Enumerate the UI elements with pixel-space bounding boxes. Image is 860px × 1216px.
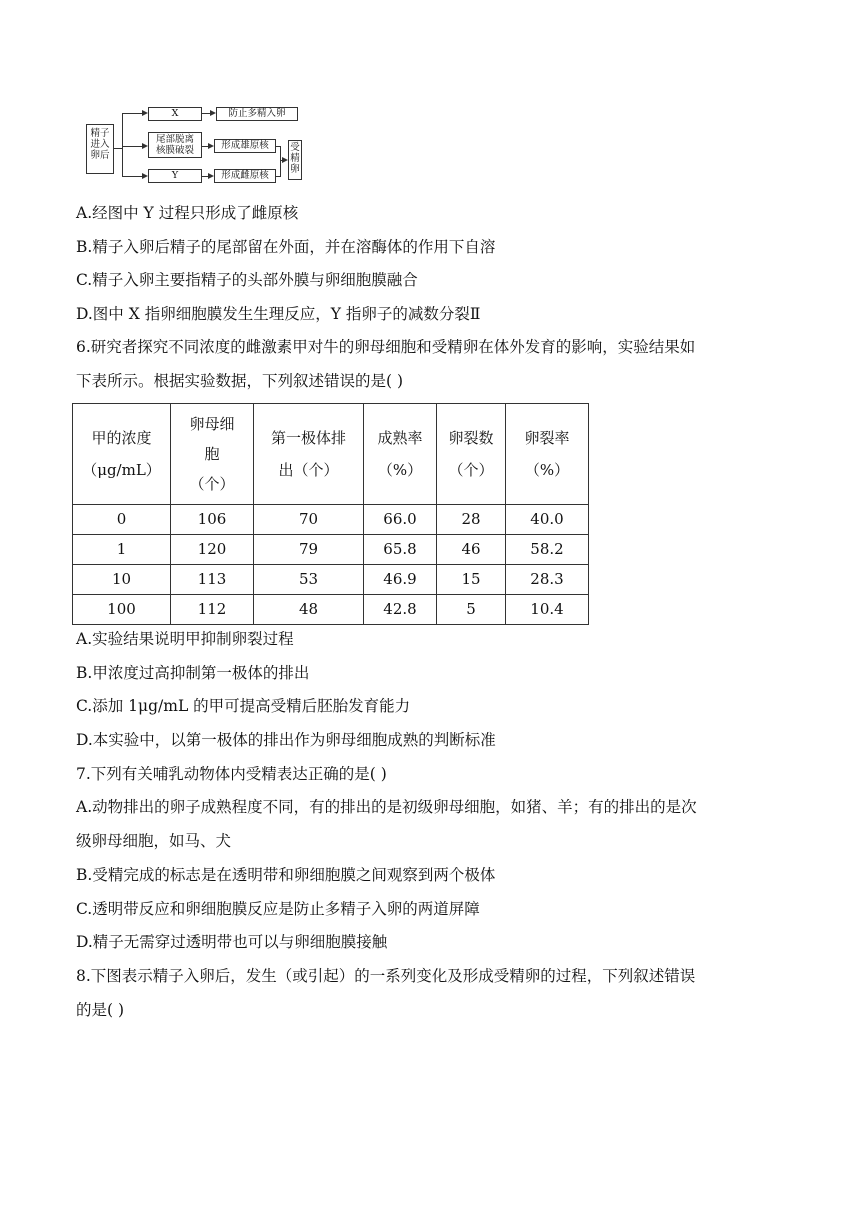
table-cell: 28	[437, 505, 506, 535]
x-process-box	[148, 107, 202, 121]
q7-option-b: B.受精完成的标志是在透明带和卵细胞膜之间观察到两个极体	[76, 866, 496, 884]
table-cell: 1	[73, 535, 171, 565]
x-result-label: 防止多精入卵	[228, 108, 286, 119]
y-result-label: 形成雌原核	[221, 170, 269, 181]
table-cell: 46.9	[364, 565, 437, 595]
y-result-box	[214, 169, 276, 183]
table-row	[73, 535, 589, 565]
table-row	[73, 595, 589, 625]
header-maturation-rate: 成熟率 （%）	[364, 404, 437, 505]
q7-stem: 7.下列有关哺乳动物体内受精表达正确的是( )	[76, 765, 387, 783]
q8-stem-line1: 8.下图表示精子入卵后，发生（或引起）的一系列变化及形成受精卵的过程，下列叙述错误	[76, 967, 696, 985]
data-table	[72, 403, 589, 625]
x-result-box	[216, 107, 298, 121]
mid-label: 尾部脱离核膜破裂	[155, 134, 194, 156]
table-cell: 0	[73, 505, 171, 535]
table-cell: 46	[437, 535, 506, 565]
table-cell: 58.2	[506, 535, 589, 565]
table-cell: 112	[171, 595, 254, 625]
q6-option-c: C.添加 1μg/mL 的甲可提高受精后胚胎发育能力	[76, 697, 411, 715]
table-cell: 15	[437, 565, 506, 595]
sperm-entry-box	[86, 124, 114, 174]
header-concentration: 甲的浓度 （μg/mL）	[73, 404, 171, 505]
table-cell: 79	[254, 535, 364, 565]
q5-option-b: B.精子入卵后精子的尾部留在外面，并在溶酶体的作用下自溶	[76, 238, 496, 256]
header-first-polar-body: 第一极体排 出（个）	[254, 404, 364, 505]
q6-option-a: A.实验结果说明甲抑制卵裂过程	[76, 630, 294, 648]
q6-option-d: D.本实验中，以第一极体的排出作为卵母细胞成熟的判断标准	[76, 731, 496, 749]
table-cell: 10.4	[506, 595, 589, 625]
table-header-row	[73, 404, 589, 505]
zygote-label: 受精卵	[290, 142, 300, 175]
header-oocytes: 卵母细 胞 （个）	[171, 404, 254, 505]
x-label: X	[171, 108, 179, 119]
q7-option-a-line1: A.动物排出的卵子成熟程度不同，有的排出的是初级卵母细胞，如猪、羊；有的排出的是次	[76, 798, 697, 816]
q7-option-a-line2: 级卵母细胞，如马、犬	[76, 832, 232, 850]
mid-process-box	[148, 132, 202, 158]
table-cell: 100	[73, 595, 171, 625]
q5-option-a: A.经图中 Y 过程只形成了雌原核	[76, 204, 299, 222]
header-cleavage-rate: 卵裂率 （%）	[506, 404, 589, 505]
table-cell: 70	[254, 505, 364, 535]
table-cell: 28.3	[506, 565, 589, 595]
table-cell: 66.0	[364, 505, 437, 535]
table-row	[73, 505, 589, 535]
table-cell: 10	[73, 565, 171, 595]
table-cell: 40.0	[506, 505, 589, 535]
y-label: Y	[171, 170, 179, 181]
q5-option-d: D.图中 X 指卵细胞膜发生生理反应，Y 指卵子的减数分裂Ⅱ	[76, 305, 481, 323]
q5-option-c: C.精子入卵主要指精子的头部外膜与卵细胞膜融合	[76, 271, 418, 289]
header-cleavage-count: 卵裂数 （个）	[437, 404, 506, 505]
table-cell: 53	[254, 565, 364, 595]
table-cell: 42.8	[364, 595, 437, 625]
zygote-box	[288, 140, 302, 180]
y-process-box	[148, 169, 202, 183]
mid-result-box	[214, 139, 276, 153]
q6-stem-line2: 下表所示。根据实验数据，下列叙述错误的是( )	[76, 372, 404, 390]
q6-stem-line1: 6.研究者探究不同浓度的雌激素甲对牛的卵母细胞和受精卵在体外发育的影响，实验结果如	[76, 338, 696, 356]
mid-result-label: 形成雄原核	[221, 140, 269, 151]
q6-option-b: B.甲浓度过高抑制第一极体的排出	[76, 664, 310, 682]
table-cell: 65.8	[364, 535, 437, 565]
sperm-entry-label: 精子进入卵后	[90, 128, 110, 161]
table-cell: 5	[437, 595, 506, 625]
table-cell: 113	[171, 565, 254, 595]
table-cell: 48	[254, 595, 364, 625]
fertilization-flow-diagram	[86, 104, 316, 184]
table-row	[73, 565, 589, 595]
q7-option-c: C.透明带反应和卵细胞膜反应是防止多精子入卵的两道屏障	[76, 900, 480, 918]
table-cell: 106	[171, 505, 254, 535]
q7-option-d: D.精子无需穿过透明带也可以与卵细胞膜接触	[76, 933, 388, 951]
table-cell: 120	[171, 535, 254, 565]
q8-stem-line2: 的是( )	[76, 1001, 125, 1019]
